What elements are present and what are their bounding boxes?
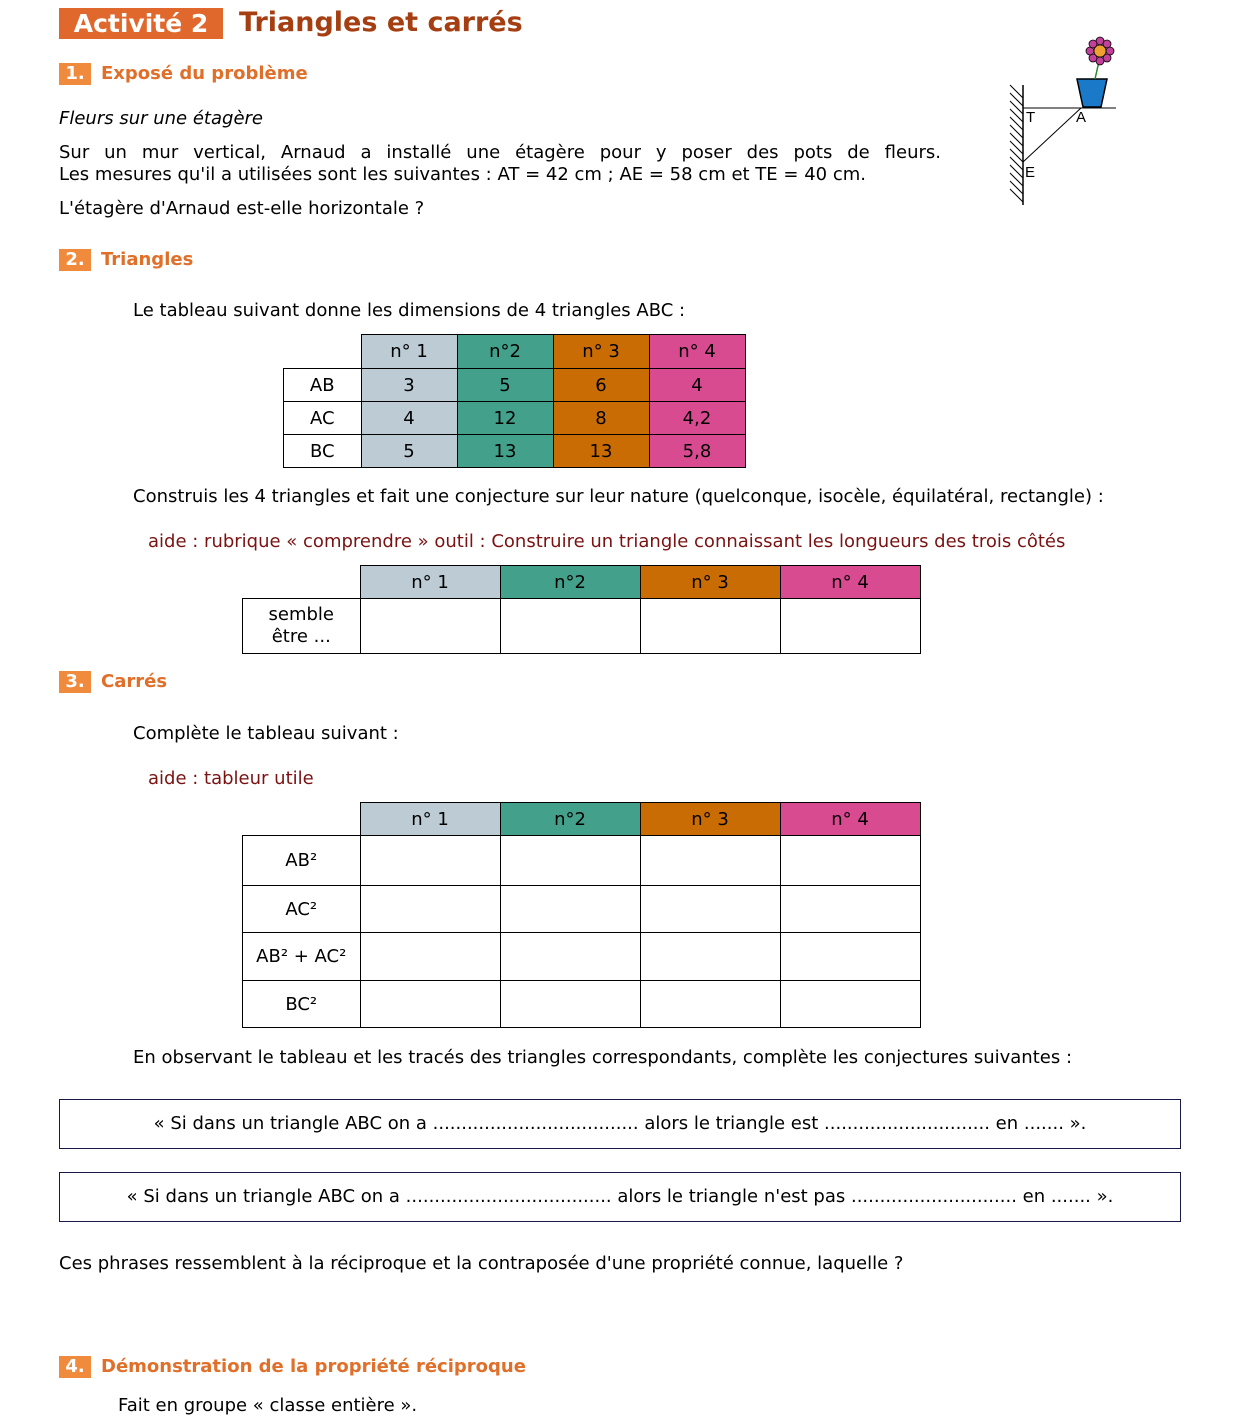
- answer-cell[interactable]: [640, 933, 780, 981]
- construct-instruction: Construis les 4 triangles et fait une conjecture sur leur nature (quelconque, isocèle, équilatéral, rectangle) :: [133, 486, 1104, 507]
- table-row: [284, 435, 746, 468]
- header-n2: n°2: [500, 803, 640, 836]
- cell: 5: [457, 369, 553, 402]
- answer-cell[interactable]: [360, 981, 500, 1028]
- activity-badge: Activité 2: [59, 8, 223, 39]
- section-4-title: Démonstration de la propriété réciproque: [101, 1356, 526, 1377]
- cell: 4,2: [649, 402, 745, 435]
- answer-cell[interactable]: [640, 981, 780, 1028]
- cell: 4: [361, 402, 457, 435]
- squares-intro: Complète le tableau suivant :: [133, 723, 399, 744]
- squares-table: [242, 802, 921, 1028]
- property-question: Ces phrases ressemblent à la réciproque et la contraposée d'une propriété connue, laquelle ?: [59, 1253, 904, 1274]
- label-a: A: [1076, 109, 1087, 126]
- section-1-number: 1.: [59, 63, 91, 85]
- section-1-title: Exposé du problème: [101, 63, 308, 84]
- table-row: [243, 599, 921, 654]
- header-n2: n°2: [457, 335, 553, 369]
- label-e: E: [1025, 164, 1036, 181]
- problem-line-1: Sur un mur vertical, Arnaud a installé une étagère pour y poser des pots de fleurs.: [59, 142, 941, 163]
- cell: 6: [553, 369, 649, 402]
- header-n1: n° 1: [361, 335, 457, 369]
- section-4-number: 4.: [59, 1356, 91, 1378]
- header-n3: n° 3: [553, 335, 649, 369]
- answer-cell[interactable]: [780, 836, 920, 886]
- shelf-figure: [1000, 30, 1130, 210]
- section-3-number: 3.: [59, 671, 91, 693]
- header-n3: n° 3: [640, 566, 780, 599]
- problem-question: L'étagère d'Arnaud est-elle horizontale ?: [59, 198, 425, 219]
- header-n3: n° 3: [640, 803, 780, 836]
- header-n2: n°2: [500, 566, 640, 599]
- cell: 5,8: [649, 435, 745, 468]
- conjecture-box-1: [59, 1099, 1181, 1149]
- observation-text: En observant le tableau et les tracés des triangles correspondants, complète les conjectures suivantes :: [133, 1047, 1073, 1068]
- row-label: BC²: [243, 981, 361, 1028]
- answer-cell[interactable]: [360, 933, 500, 981]
- answer-cell[interactable]: [500, 886, 640, 933]
- page-title: Triangles et carrés: [239, 7, 523, 38]
- answer-cell[interactable]: [360, 886, 500, 933]
- answer-cell[interactable]: [780, 933, 920, 981]
- answer-cell[interactable]: [500, 981, 640, 1028]
- dimensions-table: [283, 334, 746, 468]
- answer-cell[interactable]: [360, 836, 500, 886]
- header-n4: n° 4: [780, 803, 920, 836]
- conjecture-1-text: « Si dans un triangle ABC on a .................................... alors le triangle est ............................. en ....... ».: [153, 1113, 1087, 1134]
- header-n4: n° 4: [649, 335, 745, 369]
- answer-cell[interactable]: [780, 981, 920, 1028]
- row-label-line-1: semble: [268, 604, 334, 625]
- table-row: [284, 402, 746, 435]
- section-2-title: Triangles: [101, 249, 194, 270]
- table-row: [243, 933, 921, 981]
- conjecture-box-2: [59, 1172, 1181, 1222]
- wall-hatching: [1010, 85, 1023, 205]
- cell: 13: [553, 435, 649, 468]
- answer-cell[interactable]: [500, 836, 640, 886]
- row-label: BC: [284, 435, 362, 468]
- conjecture-2-text: « Si dans un triangle ABC on a .................................... alors le triangle n'est pas ............................. en ....... ».: [126, 1186, 1114, 1207]
- problem-line-2: Les mesures qu'il a utilisées sont les suivantes : AT = 42 cm ; AE = 58 cm et TE = 40 cm.: [59, 164, 866, 185]
- answer-cell[interactable]: [640, 599, 780, 654]
- row-label: AB: [284, 369, 362, 402]
- answer-cell[interactable]: [780, 599, 920, 654]
- flower-icon: [1086, 37, 1114, 65]
- table-row: [243, 836, 921, 886]
- row-label-line-2: être ...: [271, 626, 331, 647]
- cell: 5: [361, 435, 457, 468]
- cell: 3: [361, 369, 457, 402]
- flower-pot: [1077, 79, 1107, 107]
- cell: 8: [553, 402, 649, 435]
- section-2-number: 2.: [59, 249, 91, 271]
- group-work-text: Fait en groupe « classe entière ».: [118, 1395, 418, 1416]
- row-label: AC: [284, 402, 362, 435]
- answer-cell[interactable]: [780, 886, 920, 933]
- help-spreadsheet: aide : tableur utile: [148, 768, 314, 789]
- header-n1: n° 1: [360, 803, 500, 836]
- row-label: AB²: [243, 836, 361, 886]
- triangles-intro: Le tableau suivant donne les dimensions de 4 triangles ABC :: [133, 300, 686, 321]
- table-row: [243, 886, 921, 933]
- table-row: [284, 369, 746, 402]
- problem-subtitle: Fleurs sur une étagère: [59, 108, 263, 129]
- table-row: [243, 981, 921, 1028]
- header-n1: n° 1: [360, 566, 500, 599]
- label-t: T: [1026, 109, 1036, 126]
- help-construct: aide : rubrique « comprendre » outil : Construire un triangle connaissant les longueurs des trois côtés: [148, 531, 1066, 552]
- row-label: AB² + AC²: [243, 933, 361, 981]
- cell: 13: [457, 435, 553, 468]
- answer-cell[interactable]: [640, 886, 780, 933]
- answer-cell[interactable]: [500, 599, 640, 654]
- answer-cell[interactable]: [360, 599, 500, 654]
- row-label-semble-etre: [243, 599, 361, 654]
- answer-cell[interactable]: [640, 836, 780, 886]
- cell: 4: [649, 369, 745, 402]
- header-n4: n° 4: [780, 566, 920, 599]
- section-3-title: Carrés: [101, 671, 168, 692]
- nature-table: [242, 565, 921, 654]
- cell: 12: [457, 402, 553, 435]
- row-label: AC²: [243, 886, 361, 933]
- answer-cell[interactable]: [500, 933, 640, 981]
